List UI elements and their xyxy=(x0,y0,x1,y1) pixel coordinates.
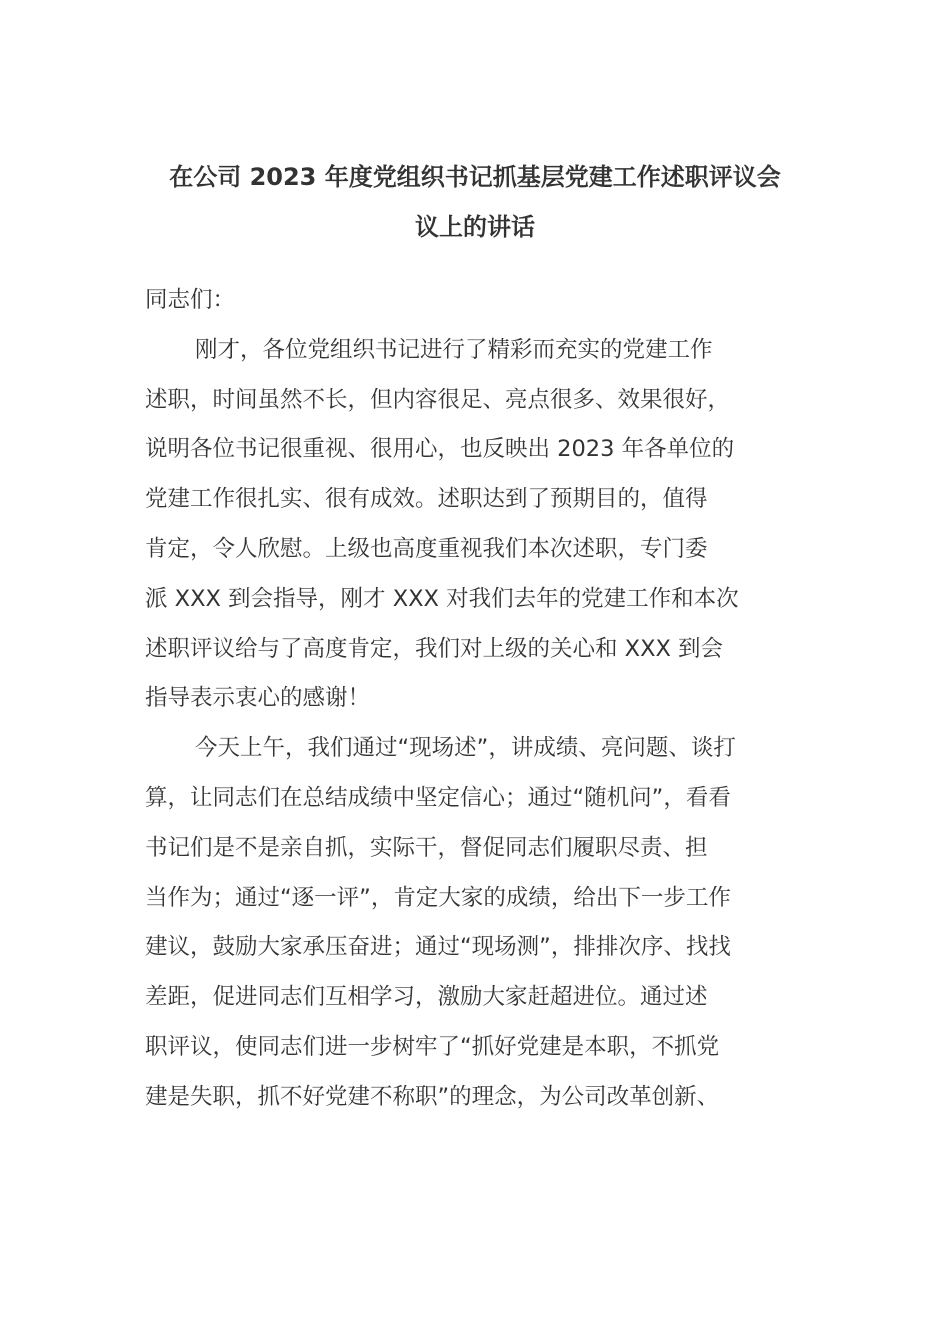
paragraph-line: 职评议，使同志们进一步树牢了“抓好党建是本职，不抓党 xyxy=(145,1033,720,1060)
paragraph-line: 算，让同志们在总结成绩中坚定信心；通过“随机问”，看看 xyxy=(145,784,731,811)
title-line-2: 议上的讲话 xyxy=(415,213,535,241)
paragraph-line: 刚才，各位党组织书记进行了精彩而充实的党建工作 xyxy=(195,336,713,363)
paragraph-line: 述职评议给与了高度肯定，我们对上级的关心和 XXX 到会 xyxy=(145,635,724,662)
paragraph-line: 差距，促进同志们互相学习，激励大家赶超进位。通过述 xyxy=(145,984,708,1011)
paragraph-line: 建是失职，抓不好党建不称职”的理念，为公司改革创新、 xyxy=(145,1083,720,1110)
paragraph-line: 今天上午，我们通过“现场述”，讲成绩、亮问题、谈打 xyxy=(195,735,736,762)
paragraph-line: 说明各位书记很重视、很用心，也反映出 2023 年各单位的 xyxy=(145,436,735,463)
paragraph-line: 肯定，令人欣慰。上级也高度重视我们本次述职，专门委 xyxy=(145,535,708,562)
paragraph-line: 书记们是不是亲自抓，实际干，督促同志们履职尽责、担 xyxy=(145,834,708,861)
paragraph-line: 当作为；通过“逐一评”，肯定大家的成绩，给出下一步工作 xyxy=(145,884,731,911)
paragraph-line: 述职，时间虽然不长，但内容很足、亮点很多、效果很好， xyxy=(145,386,731,413)
paragraph-line: 派 XXX 到会指导，刚才 XXX 对我们去年的党建工作和本次 xyxy=(145,585,739,612)
document-title xyxy=(140,152,810,252)
paragraph-2 xyxy=(145,724,810,1122)
paragraph-line: 建议，鼓励大家承压奋进；通过“现场测”，排排次序、找找 xyxy=(145,934,731,961)
salutation: 同志们： xyxy=(145,287,236,313)
document-body xyxy=(145,276,810,1123)
title-line-1: 在公司 2023 年度党组织书记抓基层党建工作述职评议会 xyxy=(169,163,781,191)
paragraph-line: 指导表示衷心的感谢！ xyxy=(145,685,371,712)
paragraph-line: 党建工作很扎实、很有成效。述职达到了预期目的，值得 xyxy=(145,486,708,513)
paragraph-1 xyxy=(145,326,810,724)
